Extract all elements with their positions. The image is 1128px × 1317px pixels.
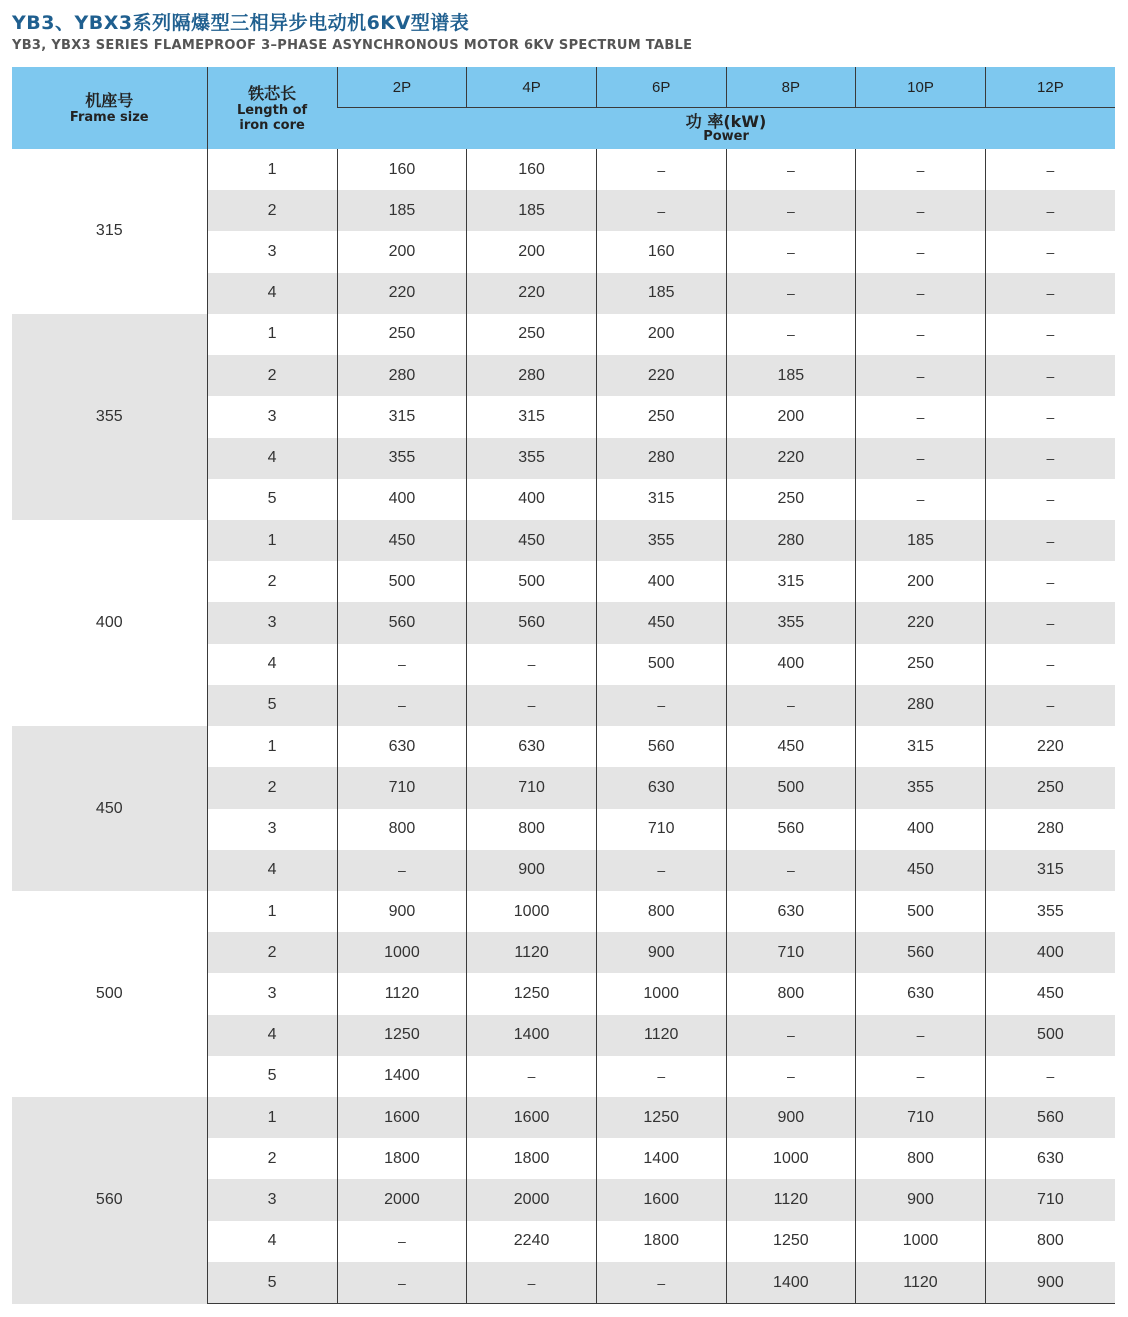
page-title: YB3、YBX3系列隔爆型三相异步电动机6KV型谱表 [12, 12, 470, 34]
power-value-cell: 185 [596, 273, 726, 314]
core-length-cell: 4 [207, 438, 337, 479]
power-value-cell: – [467, 1262, 597, 1304]
power-value-cell: 315 [726, 561, 856, 602]
power-value-cell: 710 [337, 767, 467, 808]
power-value-cell: 500 [985, 1015, 1115, 1056]
power-value-cell: 1800 [337, 1138, 467, 1179]
power-value-cell: 1400 [726, 1262, 856, 1304]
power-value-cell: 630 [467, 726, 597, 767]
core-length-cell: 5 [207, 1262, 337, 1304]
core-length-cell: 4 [207, 644, 337, 685]
power-value-cell: 315 [596, 479, 726, 520]
power-value-cell: – [726, 273, 856, 314]
power-value-cell: 1000 [467, 891, 597, 932]
power-value-cell: 800 [337, 809, 467, 850]
power-value-cell: 1250 [726, 1221, 856, 1262]
power-value-cell: 450 [856, 850, 986, 891]
power-value-cell: 1000 [726, 1138, 856, 1179]
power-value-cell: 400 [596, 561, 726, 602]
power-value-cell: 160 [467, 149, 597, 190]
power-value-cell: 280 [726, 520, 856, 561]
power-value-cell: 250 [467, 314, 597, 355]
power-value-cell: 450 [596, 602, 726, 643]
pole-header-10p: 10P [856, 67, 986, 108]
core-length-header-cn: 铁芯长 [248, 83, 297, 103]
power-value-cell: 800 [726, 973, 856, 1014]
power-value-cell: 160 [337, 149, 467, 190]
frame-size-cell: 450 [12, 726, 207, 891]
power-value-cell: 450 [985, 973, 1115, 1014]
power-value-cell: 560 [985, 1097, 1115, 1138]
power-value-cell: 560 [596, 726, 726, 767]
power-value-cell: 1120 [726, 1179, 856, 1220]
power-value-cell: 280 [337, 355, 467, 396]
power-value-cell: 2240 [467, 1221, 597, 1262]
power-value-cell: 160 [596, 231, 726, 272]
power-value-cell: – [726, 685, 856, 726]
power-value-cell: 800 [985, 1221, 1115, 1262]
power-value-cell: 630 [596, 767, 726, 808]
power-value-cell: – [337, 685, 467, 726]
frame-size-header-en: Frame size [69, 110, 149, 125]
power-value-cell: – [337, 1221, 467, 1262]
power-value-cell: – [726, 850, 856, 891]
power-value-cell: 355 [467, 438, 597, 479]
power-value-cell: – [856, 231, 986, 272]
power-value-cell: 280 [856, 685, 986, 726]
power-value-cell: – [726, 1056, 856, 1097]
power-value-cell: – [985, 479, 1115, 520]
power-value-cell: 630 [985, 1138, 1115, 1179]
power-value-cell: 250 [726, 479, 856, 520]
table-row [12, 1097, 1115, 1138]
frame-size-header-cn: 机座号 [85, 91, 134, 110]
power-value-cell: 185 [856, 520, 986, 561]
power-value-cell: 450 [467, 520, 597, 561]
power-value-cell: 900 [596, 932, 726, 973]
power-value-cell: 200 [467, 231, 597, 272]
frame-size-cell: 355 [12, 314, 207, 520]
power-value-cell: – [985, 685, 1115, 726]
power-value-cell: 500 [596, 644, 726, 685]
power-value-cell: 355 [985, 891, 1115, 932]
core-length-header [207, 67, 337, 149]
power-value-cell: 710 [726, 932, 856, 973]
power-value-cell: – [726, 149, 856, 190]
power-value-cell: 900 [337, 891, 467, 932]
power-value-cell: 560 [337, 602, 467, 643]
power-value-cell: 185 [726, 355, 856, 396]
power-header [337, 108, 1115, 150]
power-value-cell: – [985, 149, 1115, 190]
power-header-en: Power [703, 129, 749, 144]
power-value-cell: 315 [467, 396, 597, 437]
core-length-cell: 1 [207, 726, 337, 767]
table-row [12, 891, 1115, 932]
power-value-cell: 280 [596, 438, 726, 479]
power-value-cell: – [985, 561, 1115, 602]
power-value-cell: – [726, 1015, 856, 1056]
core-length-cell: 4 [207, 1221, 337, 1262]
power-value-cell: 400 [467, 479, 597, 520]
core-length-cell: 1 [207, 1097, 337, 1138]
power-value-cell: – [985, 602, 1115, 643]
frame-size-cell: 500 [95, 984, 123, 1002]
power-value-cell: – [337, 1262, 467, 1304]
core-length-cell: 3 [207, 973, 337, 1014]
power-value-cell: 560 [856, 932, 986, 973]
core-length-header-en-2: iron core [239, 117, 305, 133]
power-value-cell: – [596, 1056, 726, 1097]
table-header [12, 67, 1115, 149]
power-value-cell: 185 [467, 190, 597, 231]
power-value-cell: 200 [337, 231, 467, 272]
core-length-cell: 4 [207, 850, 337, 891]
power-value-cell: 220 [467, 273, 597, 314]
power-value-cell: 900 [985, 1262, 1115, 1304]
power-value-cell: – [596, 685, 726, 726]
power-value-cell: 220 [726, 438, 856, 479]
power-value-cell: – [467, 685, 597, 726]
pole-header-4p: 4P [467, 67, 597, 108]
power-value-cell: 1120 [856, 1262, 986, 1304]
power-value-cell: 355 [337, 438, 467, 479]
power-value-cell: – [985, 396, 1115, 437]
power-value-cell: 450 [337, 520, 467, 561]
power-value-cell: – [985, 520, 1115, 561]
power-value-cell: – [985, 644, 1115, 685]
power-value-cell: 1600 [467, 1097, 597, 1138]
core-length-cell: 1 [207, 891, 337, 932]
power-value-cell: 630 [337, 726, 467, 767]
power-value-cell: – [596, 850, 726, 891]
power-value-cell: 800 [467, 809, 597, 850]
power-value-cell: – [856, 190, 986, 231]
power-value-cell: 355 [856, 767, 986, 808]
power-value-cell: 400 [985, 932, 1115, 973]
power-value-cell: 220 [856, 602, 986, 643]
power-value-cell: 2000 [467, 1179, 597, 1220]
core-length-cell: 2 [207, 561, 337, 602]
power-value-cell: 1000 [337, 932, 467, 973]
power-value-cell: – [337, 850, 467, 891]
power-value-cell: 1400 [596, 1138, 726, 1179]
power-value-cell: 250 [596, 396, 726, 437]
power-value-cell: 630 [856, 973, 986, 1014]
power-value-cell: – [985, 1056, 1115, 1097]
power-value-cell: 710 [467, 767, 597, 808]
power-value-cell: 560 [726, 809, 856, 850]
power-value-cell: 450 [726, 726, 856, 767]
power-value-cell: 900 [726, 1097, 856, 1138]
power-value-cell: 315 [337, 396, 467, 437]
frame-size-header [12, 67, 207, 149]
power-value-cell: 250 [337, 314, 467, 355]
core-length-cell: 1 [207, 149, 337, 190]
power-value-cell: – [337, 644, 467, 685]
power-value-cell: – [856, 355, 986, 396]
pole-header-2p: 2P [337, 67, 467, 108]
power-value-cell: 1800 [596, 1221, 726, 1262]
power-value-cell: – [856, 1015, 986, 1056]
power-value-cell: 200 [726, 396, 856, 437]
power-value-cell: 800 [596, 891, 726, 932]
power-value-cell: – [985, 438, 1115, 479]
power-value-cell: – [856, 479, 986, 520]
pole-header-8p: 8P [726, 67, 856, 108]
power-value-cell: 2000 [337, 1179, 467, 1220]
power-value-cell: 250 [985, 767, 1115, 808]
power-value-cell: 560 [467, 602, 597, 643]
core-length-header-en-1: Length of [236, 102, 308, 118]
power-value-cell: – [596, 1262, 726, 1304]
power-value-cell: 185 [337, 190, 467, 231]
core-length-cell: 1 [207, 314, 337, 355]
core-length-cell: 2 [207, 190, 337, 231]
power-value-cell: – [467, 1056, 597, 1097]
power-value-cell: – [856, 438, 986, 479]
frame-size-cell: 560 [12, 1097, 207, 1304]
power-value-cell: 400 [726, 644, 856, 685]
power-value-cell: – [726, 231, 856, 272]
power-value-cell: 1000 [856, 1221, 986, 1262]
power-value-cell: 220 [985, 726, 1115, 767]
power-value-cell: 1120 [596, 1015, 726, 1056]
power-value-cell: 1600 [337, 1097, 467, 1138]
power-value-cell: – [985, 355, 1115, 396]
power-value-cell: 710 [596, 809, 726, 850]
power-value-cell: 710 [856, 1097, 986, 1138]
power-value-cell: 280 [985, 809, 1115, 850]
core-length-cell: 3 [207, 1179, 337, 1220]
power-value-cell: 1250 [337, 1015, 467, 1056]
core-length-cell: 3 [207, 809, 337, 850]
core-length-cell: 5 [207, 1056, 337, 1097]
core-length-cell: 4 [207, 1015, 337, 1056]
core-length-cell: 2 [207, 355, 337, 396]
core-length-cell: 5 [207, 479, 337, 520]
table-row [12, 726, 1115, 767]
power-value-cell: 1250 [596, 1097, 726, 1138]
power-value-cell: 900 [856, 1179, 986, 1220]
power-value-cell: 1400 [337, 1056, 467, 1097]
power-value-cell: 355 [726, 602, 856, 643]
core-length-cell: 5 [207, 685, 337, 726]
power-value-cell: – [726, 190, 856, 231]
power-value-cell: 800 [856, 1138, 986, 1179]
core-length-cell: 2 [207, 932, 337, 973]
page-subtitle: YB3, YBX3 SERIES FLAMEPROOF 3–PHASE ASYNCHRONOUS MOTOR 6KV SPECTRUM TABLE [12, 38, 693, 53]
power-value-cell: 1120 [467, 932, 597, 973]
power-value-cell: – [856, 1056, 986, 1097]
power-value-cell: 900 [467, 850, 597, 891]
power-value-cell: 220 [337, 273, 467, 314]
power-value-cell: 400 [856, 809, 986, 850]
power-value-cell: 630 [726, 891, 856, 932]
core-length-cell: 3 [207, 231, 337, 272]
core-length-cell: 3 [207, 602, 337, 643]
power-value-cell: 500 [856, 891, 986, 932]
table-row [12, 314, 1115, 355]
power-value-cell: 200 [856, 561, 986, 602]
power-value-cell: 280 [467, 355, 597, 396]
power-value-cell: 1120 [337, 973, 467, 1014]
power-value-cell: – [985, 314, 1115, 355]
table-row [12, 520, 1115, 561]
power-value-cell: – [726, 314, 856, 355]
core-length-cell: 2 [207, 1138, 337, 1179]
power-value-cell: 315 [856, 726, 986, 767]
power-value-cell: 1000 [596, 973, 726, 1014]
power-value-cell: – [985, 190, 1115, 231]
table-row [12, 149, 1115, 190]
table-body [12, 149, 1115, 1304]
power-value-cell: 1400 [467, 1015, 597, 1056]
power-value-cell: 500 [726, 767, 856, 808]
power-value-cell: 1800 [467, 1138, 597, 1179]
power-header-cn: 功 率(kW) [685, 112, 767, 131]
power-value-cell: 500 [337, 561, 467, 602]
power-value-cell: 220 [596, 355, 726, 396]
power-value-cell: – [467, 644, 597, 685]
power-value-cell: 200 [596, 314, 726, 355]
power-value-cell: – [856, 396, 986, 437]
core-length-cell: 3 [207, 396, 337, 437]
power-value-cell: – [985, 231, 1115, 272]
power-value-cell: 500 [467, 561, 597, 602]
power-value-cell: 250 [856, 644, 986, 685]
core-length-cell: 1 [207, 520, 337, 561]
spectrum-table [12, 67, 1115, 1304]
frame-size-cell: 400 [95, 614, 123, 632]
power-value-cell: – [596, 149, 726, 190]
core-length-cell: 4 [207, 273, 337, 314]
power-value-cell: – [856, 273, 986, 314]
power-value-cell: – [856, 149, 986, 190]
pole-header-6p: 6P [596, 67, 726, 108]
frame-size-cell: 315 [95, 222, 123, 240]
power-value-cell: – [856, 314, 986, 355]
power-value-cell: – [985, 273, 1115, 314]
power-value-cell: 355 [596, 520, 726, 561]
pole-header-12p: 12P [985, 67, 1115, 108]
power-value-cell: – [596, 190, 726, 231]
power-value-cell: 1250 [467, 973, 597, 1014]
power-value-cell: 400 [337, 479, 467, 520]
power-value-cell: 315 [985, 850, 1115, 891]
power-value-cell: 1600 [596, 1179, 726, 1220]
power-value-cell: 710 [985, 1179, 1115, 1220]
core-length-cell: 2 [207, 767, 337, 808]
